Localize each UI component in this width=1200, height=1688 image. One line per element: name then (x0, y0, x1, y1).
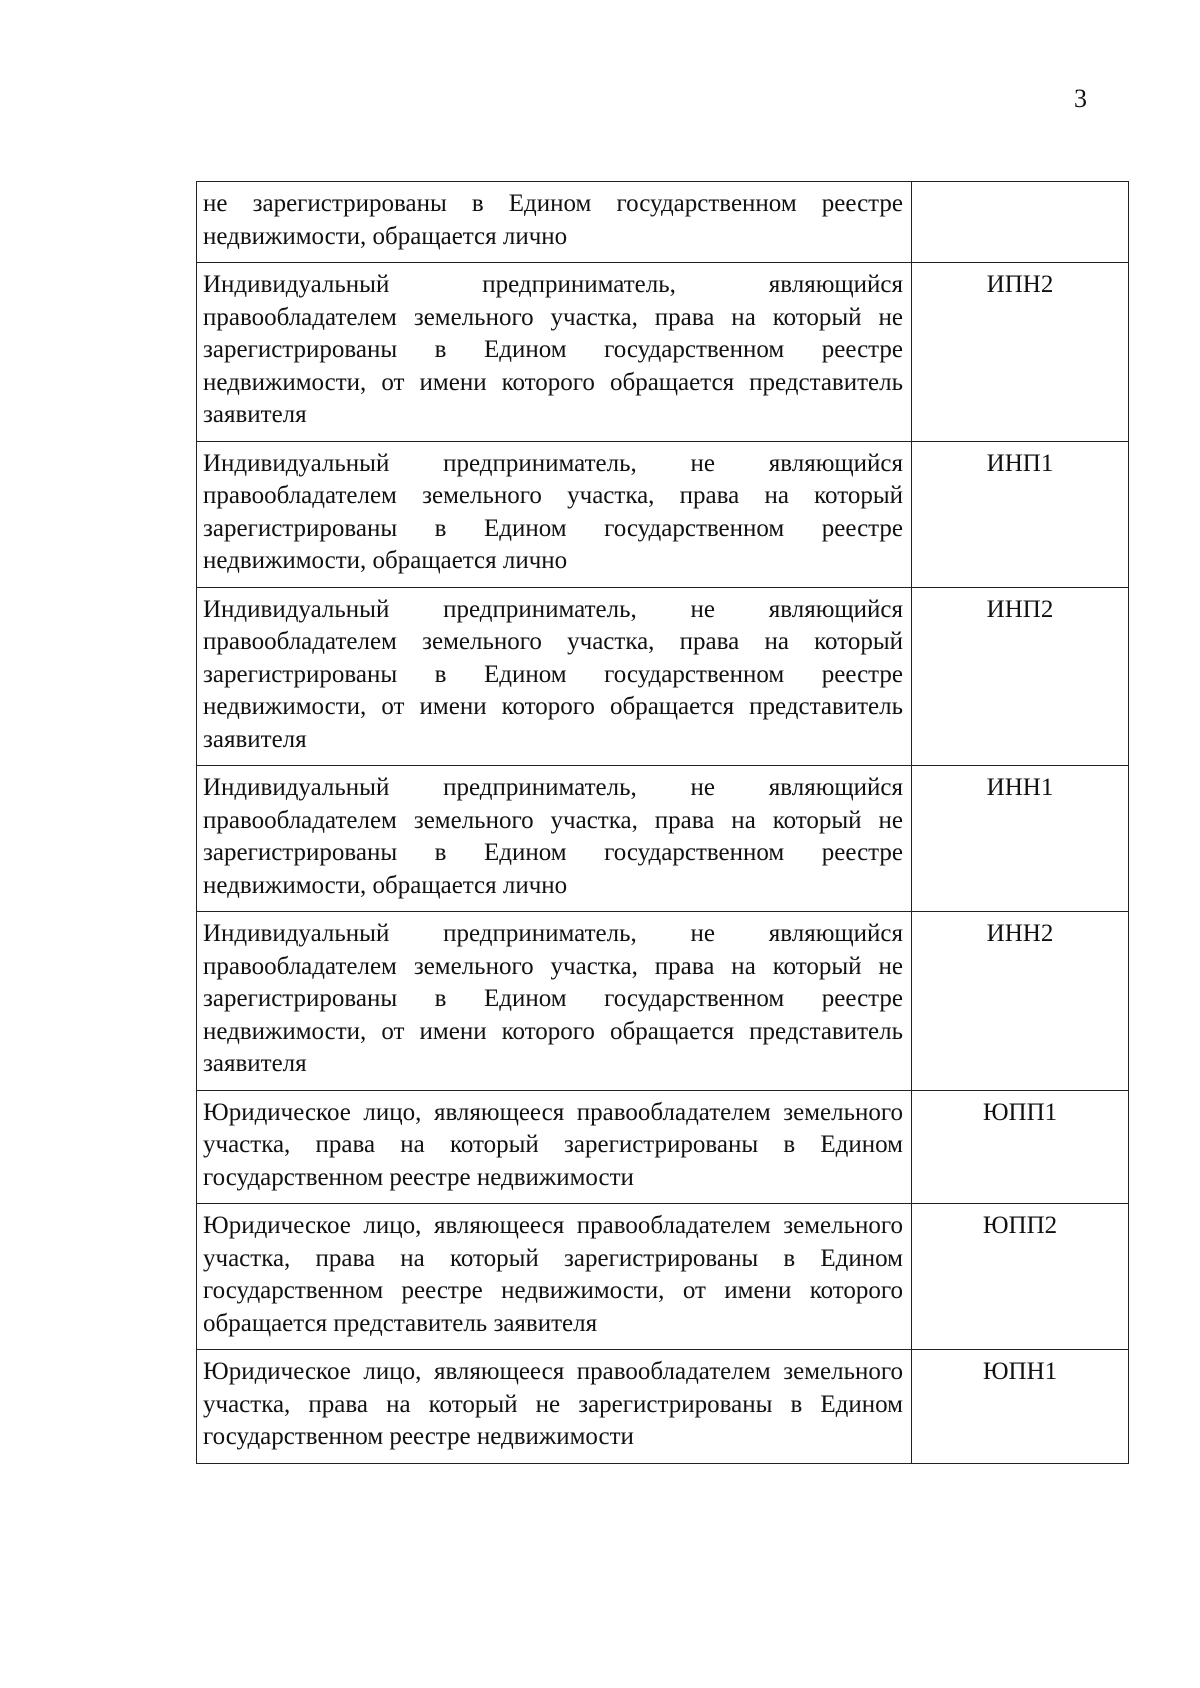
table-row (197, 1090, 1129, 1204)
table-row (197, 441, 1129, 587)
row-code (912, 182, 1129, 263)
row-code: ИНН2 (912, 912, 1129, 1091)
row-description: не зарегистрированы в Едином государственном реестре недвижимости, обращается лично (197, 182, 912, 263)
row-description: Индивидуальный предприниматель, являющийся правообладателем земельного участка, права на который не зарегистрированы в Едином государственном реестре недвижимости, от имени которого обращается представитель заявителя (197, 263, 912, 442)
row-code: ИПН2 (912, 263, 1129, 442)
row-description: Индивидуальный предприниматель, не являющийся правообладателем земельного участка, права на который зарегистрированы в Едином государственном реестре недвижимости, обращается лично (197, 441, 912, 587)
row-description: Юридическое лицо, являющееся правообладателем земельного участка, права на который не зарегистрированы в Едином государственном реестре недвижимости (197, 1350, 912, 1464)
page-number: 3 (1074, 84, 1087, 113)
row-description: Юридическое лицо, являющееся правообладателем земельного участка, права на который зарегистрированы в Едином государственном реестре недвижимости (197, 1090, 912, 1204)
table-row (197, 1204, 1129, 1350)
row-code: ИНП2 (912, 587, 1129, 766)
row-code: ЮПП1 (912, 1090, 1129, 1204)
applicant-category-table (196, 181, 1129, 1464)
table-row (197, 263, 1129, 442)
row-description: Индивидуальный предприниматель, не являющийся правообладателем земельного участка, права на который не зарегистрированы в Едином государственном реестре недвижимости, от имени которого обращается представитель заявителя (197, 912, 912, 1091)
row-description: Индивидуальный предприниматель, не являющийся правообладателем земельного участка, права на который зарегистрированы в Едином государственном реестре недвижимости, от имени которого обращается представитель заявителя (197, 587, 912, 766)
row-code: ИНН1 (912, 766, 1129, 912)
table-row (197, 1350, 1129, 1464)
table-row (197, 766, 1129, 912)
row-description: Индивидуальный предприниматель, не являющийся правообладателем земельного участка, права на который не зарегистрированы в Едином государственном реестре недвижимости, обращается лично (197, 766, 912, 912)
table-row (197, 182, 1129, 263)
row-code: ЮПН1 (912, 1350, 1129, 1464)
row-description: Юридическое лицо, являющееся правообладателем земельного участка, права на который зарегистрированы в Едином государственном реестре недвижимости, от имени которого обращается представитель заявителя (197, 1204, 912, 1350)
row-code: ЮПП2 (912, 1204, 1129, 1350)
table-row (197, 587, 1129, 766)
table-row (197, 912, 1129, 1091)
row-code: ИНП1 (912, 441, 1129, 587)
